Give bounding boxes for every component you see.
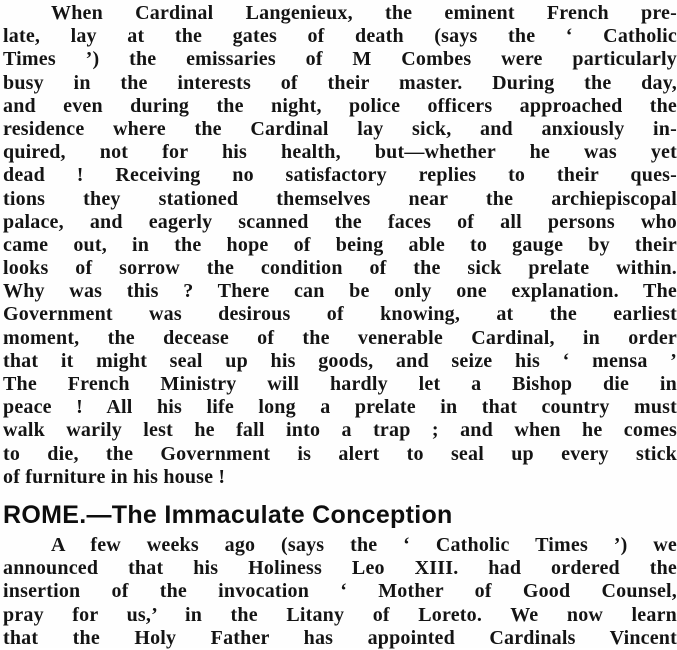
paragraph-line: quired, not for his health, but—whether he was yet [3,141,677,164]
paragraph-line: announced that his Holiness Leo XIII. had ordered the [3,557,677,580]
paragraph-line: The French Ministry will hardly let a Bishop die in [3,373,677,395]
paragraph-line: residence where the Cardinal lay sick, and anxiously in- [3,117,677,140]
paragraph-line: Why was this ? There can be only one explanation. The [3,280,677,303]
article-cardinal-langenieux [3,2,677,489]
paragraph-line: A few weeks ago (says the ‘ Catholic Times ’) we [51,534,677,556]
paragraph-line: that it might seal up his goods, and seize his ‘ mensa ’ [3,349,677,372]
paragraph-line: Government was desirous of knowing, at the earliest [3,303,677,326]
paragraph-line: insertion of the invocation ‘ Mother of Good Counsel, [3,580,677,603]
paragraph-line: of furniture in his house ! [3,465,226,488]
paragraph-line: to die, the Government is alert to seal up every stick [3,442,677,465]
paragraph-line: walk warily lest he fall into a trap ; and when he comes [3,419,677,442]
paragraph-line: When Cardinal Langenieux, the eminent French pre- [51,2,677,24]
paragraph-line: came out, in the hope of being able to gauge by their [3,233,677,256]
paragraph-line: peace ! All his life long a prelate in that country must [3,396,677,419]
article-immaculate-conception [3,500,677,650]
article-headline: ROME.—The Immaculate Conception [3,501,453,529]
paragraph-line: that the Holy Father has appointed Cardinals Vincent [3,626,677,649]
paragraph-line: tions they stationed themselves near the archiepiscopal [3,187,677,210]
paragraph-line: dead ! Receiving no satisfactory replies to their ques- [3,164,677,187]
paragraph-line: late, lay at the gates of death (says the ‘ Catholic [3,25,677,48]
paragraph-line: Times ’) the emissaries of M Combes were particularly [3,48,677,71]
paragraph-line: looks of sorrow the condition of the sick prelate within. [3,257,677,280]
paragraph-line: palace, and eagerly scanned the faces of all persons who [3,210,677,233]
paragraph-line: busy in the interests of their master. During the day, [3,71,677,94]
paragraph-line: moment, the decease of the venerable Cardinal, in order [3,326,677,349]
paragraph-line: pray for us,’ in the Litany of Loreto. We now learn [3,603,677,626]
paragraph-line: and even during the night, police officers approached the [3,94,677,117]
